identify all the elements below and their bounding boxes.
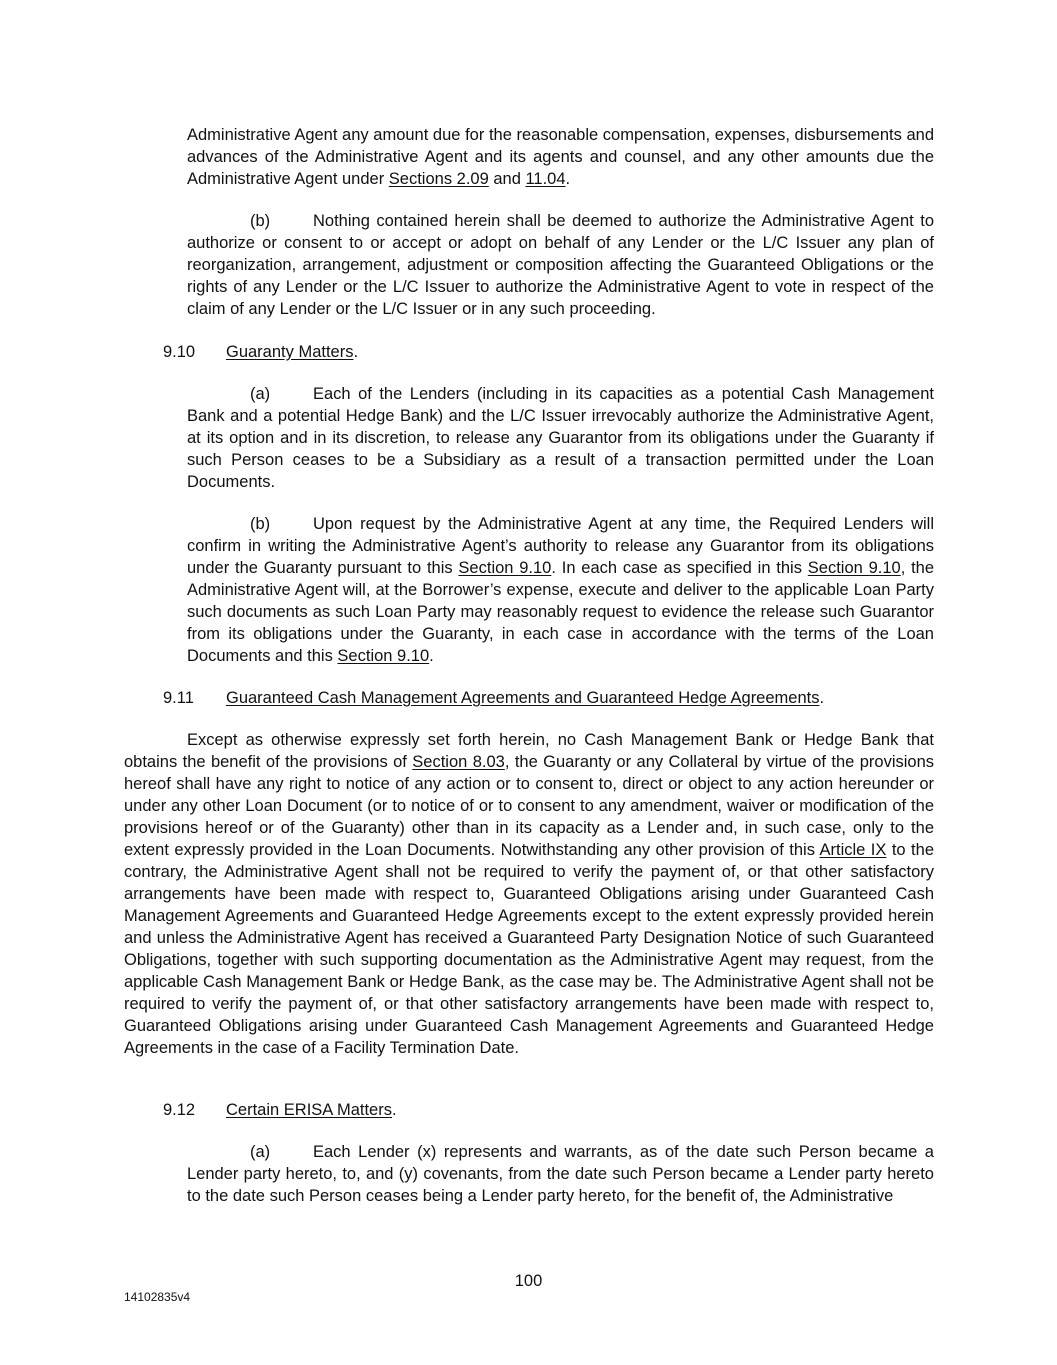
paragraph-9-10-a bbox=[187, 383, 934, 493]
text-run: . bbox=[819, 689, 825, 707]
section-reference: Section 9.10 bbox=[807, 559, 901, 577]
paragraph-9-09-b bbox=[187, 210, 934, 320]
text-run: , the Guaranty or any Collateral by virtue of the provisions hereof shall have any right to notice of any action or to consent to, direct or object to any action hereunder or under any other Loan Document (or to notice of or to consent to any amendment, waiver or modification of the provisions hereof or of the Guaranty) other than in its capacity as a Lender and, in such case, only to the extent expressly provided in the Loan Documents. Notwithstanding any other provision of this bbox=[124, 753, 934, 859]
section-heading-9-11 bbox=[163, 687, 824, 709]
clause-label: (a) bbox=[250, 1143, 271, 1161]
paragraph-9-11-body bbox=[124, 729, 934, 1059]
section-title: Certain ERISA Matters bbox=[226, 1101, 392, 1119]
clause-label: (b) bbox=[250, 212, 271, 230]
section-reference: Section 9.10 bbox=[458, 559, 552, 577]
paragraph-text: Nothing contained herein shall be deemed to authorize the Administrative Agent to authorize or consent to or accept or adopt on behalf of any Lender or the L/C Issuer any plan of reorganization, arrangement, adjustment or composition affecting the Guaranteed Obligations or the rights of any Lender or the L/C Issuer to authorize the Administrative Agent to vote in respect of the claim of any Lender or the L/C Issuer or in any such proceeding. bbox=[187, 212, 934, 318]
section-number: 9.11 bbox=[163, 689, 194, 707]
text-run: . bbox=[565, 170, 571, 188]
text-run: , the Administrative Agent will, at the Borrower’s expense, execute and deliver to the applicable Loan Party such documents as such Loan Party may reasonably request to evidence the release such Guarantor from its obligations under the Guaranty, in each case in accordance with the terms of the Loan Documents and this bbox=[187, 559, 935, 665]
section-reference: Section 9.10 bbox=[337, 647, 430, 665]
section-heading-9-12 bbox=[163, 1099, 397, 1121]
text-run: to the contrary, the Administrative Agent shall not be required to verify the payment of, or that other satisfactory arrangements have been made with respect to, Guaranteed Obligations arising under Guaranteed Cash Management Agreements and Guaranteed Hedge Agreements except to the extent expressly provided herein and unless the Administrative Agent has received a Guaranteed Party Designation Notice of such Guaranteed Obligations, together with such supporting documentation as the Administrative Agent may request, from the applicable Cash Management Bank or Hedge Bank, as the case may be. The Administrative Agent shall not be required to verify the payment of, or that other satisfactory arrangements have been made with respect to, Guaranteed Obligations arising under Guaranteed Cash Management Agreements and Guaranteed Hedge Agreements in the case of a Facility Termination Date. bbox=[124, 841, 934, 1057]
text-run: . bbox=[353, 343, 359, 361]
paragraph-text: Each Lender (x) represents and warrants, as of the date such Person became a Lender party hereto, to, and (y) covenants, from the date such Person became a Lender party hereto to the date such Person ceases being a Lender party hereto, for the benefit of, the Administrative bbox=[187, 1143, 934, 1205]
text-run: . bbox=[429, 647, 434, 665]
section-number: 9.10 bbox=[163, 343, 196, 361]
text-run: and bbox=[488, 170, 526, 188]
paragraph-9-12-a bbox=[187, 1141, 934, 1207]
document-id: 14102835v4 bbox=[124, 1290, 191, 1304]
text-run: Except as otherwise expressly set forth herein, no Cash Management Bank or Hedge Bank that obtains the benefit of the provisions of bbox=[124, 731, 934, 771]
paragraph-continuation bbox=[187, 124, 934, 190]
section-reference: 11.04 bbox=[525, 170, 566, 188]
text-run: Administrative Agent any amount due for the reasonable compensation, expenses, disbursements and advances of the Administrative Agent and its agents and counsel, and any other amounts due the Administrative Agent under bbox=[187, 126, 934, 188]
article-reference: Article IX bbox=[819, 841, 887, 859]
section-reference: Sections 2.09 bbox=[388, 170, 489, 188]
section-reference: Section 8.03 bbox=[412, 753, 505, 771]
text-run: Upon request by the Administrative Agent at any time, the Required Lenders will confirm in writing the Administrative Agent’s authority to release any Guarantor from its obligations under the Guaranty pursuant to this bbox=[187, 515, 934, 577]
section-heading-9-10 bbox=[163, 341, 358, 363]
page-number: 100 bbox=[514, 1272, 543, 1290]
text-run: . bbox=[391, 1101, 397, 1119]
clause-label: (a) bbox=[250, 385, 271, 403]
section-title: Guaranty Matters bbox=[226, 343, 354, 361]
section-number: 9.12 bbox=[163, 1101, 196, 1119]
text-run: . In each case as specified in this bbox=[551, 559, 808, 577]
section-title: Guaranteed Cash Management Agreements and Guaranteed Hedge Agreements bbox=[226, 689, 820, 707]
paragraph-text: Each of the Lenders (including in its capacities as a potential Cash Management Bank and a potential Hedge Bank) and the L/C Issuer irrevocably authorize the Administrative Agent, at its option and in its discretion, to release any Guarantor from its obligations under the Guaranty if such Person ceases to be a Subsidiary as a result of a transaction permitted under the Loan Documents. bbox=[187, 385, 934, 491]
paragraph-9-10-b bbox=[187, 513, 934, 667]
clause-label: (b) bbox=[250, 515, 271, 533]
